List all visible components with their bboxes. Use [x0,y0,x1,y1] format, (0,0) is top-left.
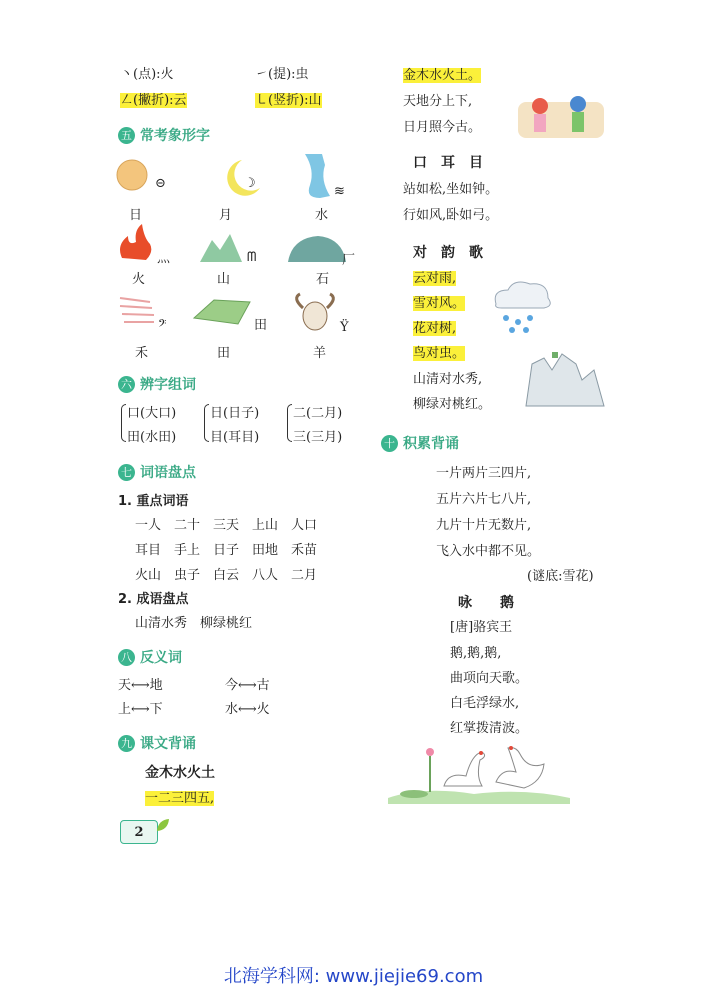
section-number-badge: 六 [118,376,135,393]
subheading-key-words: 1. 重点词语 [118,494,189,509]
poem-line: 行如风,卧如弓。 [403,208,499,223]
pictograph-label: 月 [219,208,233,223]
brace-icon [121,404,126,442]
section-title: 辨字组词 [140,377,196,393]
pair-top: 日(日子) [210,406,260,421]
poem-line: 红掌拨清波。 [450,721,529,736]
stroke-ti: ㇀(提):虫 [255,67,309,82]
poem-line: 五片六片七八片, [436,492,532,507]
section-number-badge: 九 [118,735,135,752]
poem-line: 飞入水中都不见。 [436,544,541,559]
pictograph-label: 田 [217,346,231,361]
brace-icon [204,404,209,442]
riddle-answer: (谜底:雪花) [527,569,594,584]
sun-image [117,160,147,190]
poem-line: 日月照今古。 [403,120,482,135]
grain-image [120,298,154,322]
word-row: 火山 虫子 白云 八人 二月 [135,568,318,583]
sheep-image [297,294,334,330]
pictograph-glyph: Ϋ [340,320,349,335]
section-number-badge: 七 [118,464,135,481]
mountain-image [200,234,242,262]
section-title: 反义词 [140,650,182,666]
pair-top: 二(二月) [293,406,343,421]
stroke-shuzhe: ㇄(竖折):山 [255,93,322,108]
word-row: 一人 二十 三天 上山 人口 [135,518,318,533]
pictograph-label: 火 [132,272,146,287]
section-number-badge: 五 [118,127,135,144]
pictograph-label: 日 [129,208,143,223]
pictograph-glyph: 𝄢 [158,318,167,333]
section-number-badge: 十 [381,435,398,452]
brace-icon [287,404,292,442]
pictograph-glyph: ☽ [244,176,256,191]
field-image [194,300,250,324]
pair-bottom: 三(三月) [293,430,343,445]
pictograph-glyph: 田 [254,318,268,333]
children-illustration [516,88,606,140]
pair-top: 口(大口) [127,406,177,421]
poem-line: 一片两片三四片, [436,466,532,481]
pictograph-glyph: ≋ [334,184,345,199]
word-row: 耳目 手上 日子 田地 禾苗 [135,543,318,558]
geese-illustration [384,742,574,804]
antonym-pair: 今⟷古 [225,678,270,693]
poem-line: 花对树, [413,321,457,336]
poem-line: 柳绿对桃红。 [413,397,492,412]
poem-title: 金木水火土 [145,765,215,781]
poem-line: 金木水火土。 [403,68,482,83]
water-image [305,154,330,198]
pictograph-label: 羊 [313,346,327,361]
page-number: 2 [120,820,158,844]
rock-mountain-illustration [522,350,608,410]
poem-line: 白毛浮绿水, [450,696,520,711]
site-footer: 北海学科网: www.jiejie69.com [223,966,484,987]
pictograph-label: 石 [316,272,330,287]
poem-line: 九片十片无数片, [436,518,532,533]
poem-line: 站如松,坐如钟。 [403,182,499,197]
pair-bottom: 田(水田) [127,430,177,445]
section-number-badge: 八 [118,649,135,666]
section-heading-7 [118,461,196,483]
section-title: 课文背诵 [140,736,196,752]
stone-image [288,236,346,262]
poem-line: 天地分上下, [403,94,473,109]
poem-line: 云对雨, [413,271,457,286]
poem-line: 雪对风。 [413,296,466,311]
pictograph-glyph: ᗰ [247,250,257,265]
leaf-icon [156,818,170,832]
section-title: 常考象形字 [140,128,210,144]
pictograph-label: 山 [217,272,231,287]
idiom-row: 山清水秀 柳绿桃红 [135,616,253,631]
poem-title: 咏 鹅 [458,595,514,611]
pictograph-glyph: ⊝ [155,176,166,191]
poem-title: 口 耳 目 [413,155,483,171]
pictograph-images [110,150,370,360]
rain-cloud-illustration [488,278,558,334]
antonym-pair: 水⟷火 [225,702,270,717]
section-title: 词语盘点 [140,465,196,481]
poem-line: 鸟对虫。 [413,346,466,361]
poem-line: 一二三四五, [145,791,215,806]
section-heading-6 [118,373,196,395]
section-heading-9 [118,732,196,754]
stroke-dian: 丶(点):火 [120,67,174,82]
poem-line: 山清对水秀, [413,372,483,387]
antonym-pair: 天⟷地 [118,678,163,693]
antonym-pair: 上⟷下 [118,702,163,717]
section-heading-5 [118,124,210,146]
pictograph-label: 水 [315,208,329,223]
pair-bottom: 目(耳目) [210,430,260,445]
poem-author: [唐]骆宾王 [450,620,513,635]
pictograph-label: 禾 [135,346,149,361]
poem-title: 对 韵 歌 [413,245,483,261]
section-heading-10 [381,432,459,454]
pictograph-glyph: 厂 [342,253,356,268]
fire-image [120,224,151,260]
section-heading-8 [118,646,182,668]
subheading-idioms: 2. 成语盘点 [118,592,189,607]
pictograph-glyph: 灬 [157,251,171,266]
poem-line: 鹅,鹅,鹅, [450,646,502,661]
poem-line: 曲项向天歌。 [450,671,529,686]
section-title: 积累背诵 [403,436,459,452]
stroke-piezhe: ㇜(撇折):云 [120,93,187,108]
